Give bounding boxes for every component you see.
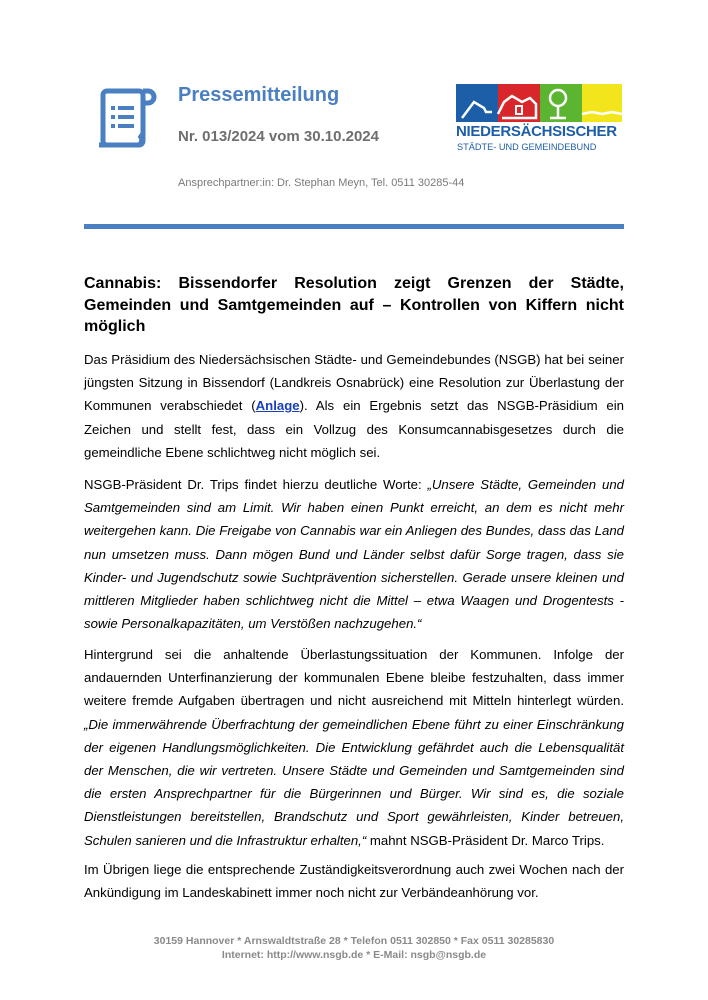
logo-text-line2: STÄDTE- UND GEMEINDEBUND <box>457 142 597 152</box>
logo-text-line1: NIEDERSÄCHSISCHER <box>456 123 617 140</box>
paragraph-2-quote: „Unsere Städte, Gemeinden und Samtgemeinden sind am Limit. Wir haben einen Punkt erreicht, an dem es nicht mehr weitergehen kann. Die Freigabe von Cannabis war ein Anliegen des Bundes, dass das Land nun umsetzen muss. Dann mögen Bund und Länder selbst dafür Sorge tragen, dass sie Kinder- und Jugendschutz sowie Suchtprävention sicherstellen. Gerade unsere kleinen und mittleren Mitglieder haben schlichtweg nicht die Mittel – etwa Waagen und Drogentests - sowie Personalkapazitäten, um Verstößen nachzugehen.“ <box>84 477 624 632</box>
footer-address: 30159 Hannover * Arnswaldtstraße 28 * Telefon 0511 302850 * Fax 0511 30285830 <box>153 935 555 947</box>
nsgb-logo <box>456 84 622 156</box>
contact-person: Ansprechpartner:in: Dr. Stephan Meyn, Tel. 0511 30285-44 <box>178 177 465 189</box>
logo-graphic <box>456 84 622 122</box>
press-release-title: Pressemitteilung <box>178 84 340 106</box>
footer-web-email: Internet: http://www.nsgb.de * E-Mail: nsgb@nsgb.de <box>221 949 487 961</box>
paragraph-4: Im Übrigen liege die entsprechende Zuständigkeitsverordnung auch zwei Wochen nach der Ankündigung im Landeskabinett immer noch nicht zur Verbändeanhörung vor. <box>84 862 624 901</box>
paragraph-3-lead: Hintergrund sei die anhaltende Überlastungssituation der Kommunen. Infolge der andauernden Unterfinanzierung der kommunalen Ebene bleibe festzuhalten, dass immer weitere fremde Aufgaben übertragen und nicht ausreichend mit Mitteln hinterlegt würden. <box>84 647 624 709</box>
paragraph-1-text-b: ). Als ein Ergebnis setzt das NSGB-Präsidium ein Zeichen und stellt fest, dass ein Vollzug des Konsumcannabisgesetzes durch die gemeindliche Ebene schlichtweg nicht möglich sei. <box>84 398 625 460</box>
paragraph-3-tail: mahnt NSGB-Präsident Dr. Marco Trips. <box>366 832 605 848</box>
paragraph-2-lead: NSGB-Präsident Dr. Trips findet hierzu deutliche Worte: <box>84 477 428 492</box>
paragraph-1 <box>84 348 624 464</box>
paragraph-3-quote: „Die immerwährende Überfrachtung der gemeindlichen Ebene führt zu einer Einschränkung der eigenen Handlungsmöglichkeiten. Die Entwicklung gefährdet auch die Lebensqualität der Menschen, die wir vertreten. Unsere Städte und Gemeinden und Samtgemeinden sind die ersten Ansprechpartner für die Bürgerinnen und Bürger. Wir sind es, die soziale Dienstleistungen bereitstellen, Brandschutz und Sport gewährleisten, Kinder betreuen, Schulen sanieren und die Infrastruktur erhalten,“ <box>84 716 624 848</box>
article-headline: Cannabis: Bissendorfer Resolution zeigt Grenzen der Städte, Gemeinden und Samtgemeinden auf – Kontrollen von Kiffern nicht möglich <box>84 275 624 335</box>
attachment-link[interactable]: Anlage <box>255 398 300 414</box>
page-footer <box>84 934 624 962</box>
paragraph-2 <box>84 473 624 635</box>
document-list-icon <box>96 86 158 154</box>
header-divider <box>84 224 624 229</box>
paragraph-3 <box>84 643 624 852</box>
press-release-number: Nr. 013/2024 vom 30.10.2024 <box>178 128 379 145</box>
paragraph-1-text-a: Das Präsidium des Niedersächsischen Städte- und Gemeindebundes (NSGB) hat bei seiner jüngsten Sitzung in Bissendorf (Landkreis Osnabrück) eine Resolution zur Überlastung der Kommunen verabschiedet ( <box>84 352 624 414</box>
